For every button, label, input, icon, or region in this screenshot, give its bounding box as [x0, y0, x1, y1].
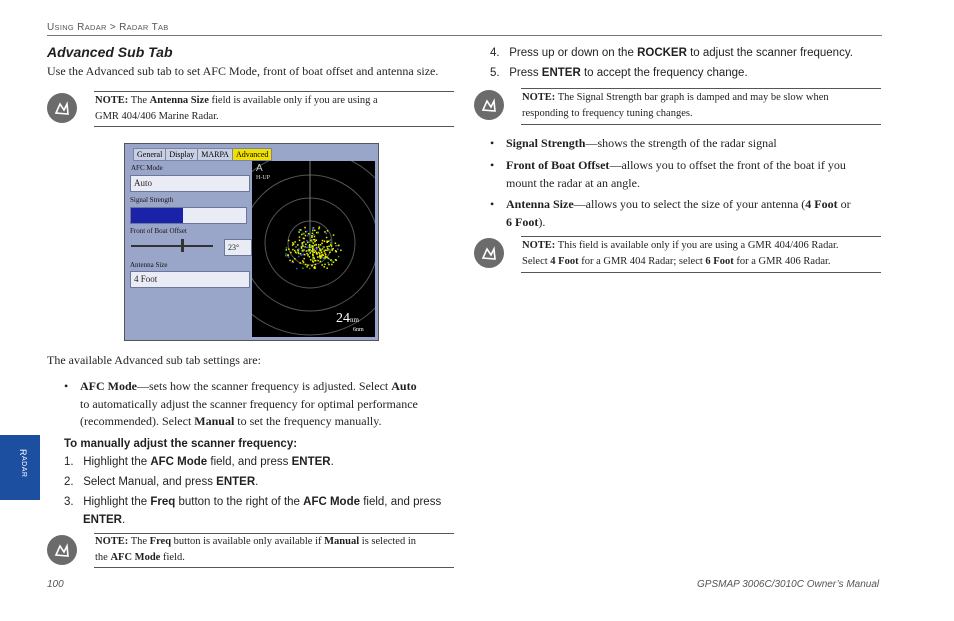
radar-return	[302, 245, 304, 247]
radar-return	[298, 231, 300, 233]
bullet-marker: •	[490, 158, 495, 172]
radar-return	[303, 262, 305, 264]
radar-ring-range: 6nm	[353, 327, 364, 333]
radar-return	[305, 264, 307, 266]
radar-return	[302, 242, 304, 244]
radar-return	[312, 251, 314, 253]
radar-return	[331, 264, 333, 266]
note-top-rule	[521, 236, 881, 237]
radar-return	[302, 260, 304, 262]
tab-marpa: MARPA	[197, 148, 233, 161]
radar-return	[299, 262, 301, 264]
radar-return	[303, 249, 305, 251]
device-screenshot	[124, 143, 379, 341]
radar-return	[286, 249, 288, 251]
radar-return	[326, 256, 328, 258]
radar-return	[300, 229, 302, 231]
radar-return	[315, 250, 317, 252]
radar-return	[295, 246, 297, 248]
radar-return	[290, 252, 292, 254]
radar-return	[313, 257, 315, 259]
radar-return	[316, 248, 318, 250]
radar-return	[314, 248, 316, 250]
radar-return	[314, 230, 316, 232]
radar-return	[319, 252, 321, 254]
radar-return	[328, 240, 330, 242]
radar-display	[252, 161, 375, 337]
section-heading: Advanced Sub Tab	[47, 44, 173, 60]
radar-return	[286, 247, 288, 249]
radar-return	[317, 232, 319, 234]
radar-return	[320, 244, 322, 246]
radar-return	[297, 244, 299, 246]
radar-return	[285, 255, 287, 257]
radar-return	[318, 244, 320, 246]
radar-return	[312, 245, 314, 247]
radar-return	[311, 247, 313, 249]
radar-return	[303, 241, 305, 243]
afc-mode-field: Auto	[130, 175, 250, 192]
radar-return	[324, 231, 326, 233]
radar-return	[288, 256, 290, 258]
radar-return	[326, 267, 328, 269]
radar-return	[317, 260, 319, 262]
radar-return	[304, 227, 306, 229]
radar-return	[330, 239, 332, 241]
radar-return	[299, 236, 301, 238]
radar-return	[309, 234, 311, 236]
radar-return	[322, 240, 324, 242]
antenna-size-field: 4 Foot	[130, 271, 250, 288]
radar-return	[309, 249, 311, 251]
radar-return	[327, 262, 329, 264]
radar-return	[316, 252, 318, 254]
radar-return	[309, 268, 311, 270]
radar-return	[294, 258, 296, 260]
radar-return	[321, 252, 323, 254]
radar-return	[303, 238, 305, 240]
radar-return	[310, 259, 312, 261]
note-signal-strength: NOTE: The Signal Strength bar graph is damped and may be slow when responding to frequency tuning changes.	[522, 92, 829, 119]
radar-return	[292, 244, 294, 246]
offset-slider-handle	[181, 239, 184, 252]
radar-return	[313, 242, 315, 244]
radar-return	[312, 248, 314, 250]
radar-return	[312, 258, 314, 260]
chapter-side-tab-label: RADAR	[18, 449, 28, 478]
radar-return	[330, 242, 332, 244]
radar-return	[285, 253, 287, 255]
radar-return	[312, 254, 314, 256]
radar-return	[319, 248, 321, 250]
signal-strength-bar	[130, 207, 247, 224]
radar-return	[328, 248, 330, 250]
sub-tab-bar	[133, 148, 271, 161]
radar-return	[299, 240, 301, 242]
radar-return	[311, 237, 313, 239]
radar-range: 24nm	[336, 311, 359, 326]
afc-mode-bullet: AFC Mode—sets how the scanner frequency is adjusted. Select Auto to automatically adjust the scanner frequency for optimal performance (recommended). Select Manual to set the frequency manually.	[80, 379, 418, 428]
radar-return	[316, 247, 318, 249]
radar-return	[313, 267, 315, 269]
radar-return	[298, 253, 300, 255]
radar-return	[320, 261, 322, 263]
radar-return	[330, 244, 332, 246]
radar-return	[313, 234, 315, 236]
radar-return	[296, 268, 298, 270]
radar-return	[319, 256, 321, 258]
radar-return	[294, 250, 296, 252]
front-of-boat-offset-label: Front of Boat Offset	[130, 227, 187, 235]
radar-return	[323, 254, 325, 256]
radar-return	[306, 240, 308, 242]
radar-return	[292, 262, 294, 264]
radar-return	[309, 247, 311, 249]
radar-return	[326, 246, 328, 248]
radar-return	[299, 229, 301, 231]
radar-return	[336, 251, 338, 253]
radar-return	[289, 260, 291, 262]
radar-orientation: H-UP	[256, 175, 271, 181]
radar-return	[332, 248, 334, 250]
procedure-steps	[64, 453, 459, 529]
note-icon	[474, 238, 504, 268]
radar-return	[323, 266, 325, 268]
radar-return	[304, 254, 306, 256]
radar-return	[322, 246, 324, 248]
radar-return	[312, 260, 314, 262]
radar-return	[314, 236, 316, 238]
radar-return	[297, 251, 299, 253]
radar-return	[312, 227, 314, 229]
note-bottom-rule	[521, 124, 881, 125]
radar-return	[305, 235, 307, 237]
radar-return	[317, 256, 319, 258]
radar-return	[306, 250, 308, 252]
bullet-signal-strength: Signal Strength—shows the strength of the radar signal	[506, 136, 777, 150]
radar-return	[327, 241, 329, 243]
radar-return	[311, 265, 313, 267]
radar-return	[333, 261, 335, 263]
radar-return	[337, 248, 339, 250]
radar-return	[326, 250, 328, 252]
step-2: 2. Select Manual, and press ENTER.	[64, 476, 259, 488]
tab-general: General	[133, 148, 166, 161]
radar-return	[309, 252, 311, 254]
antenna-size-label: Antenna Size	[130, 261, 168, 269]
radar-return	[325, 249, 327, 251]
radar-return	[300, 253, 302, 255]
radar-return	[324, 264, 326, 266]
page-number: 100	[47, 579, 64, 590]
radar-return	[301, 255, 303, 256]
note-bottom-rule	[521, 272, 881, 273]
radar-return	[307, 235, 309, 237]
radar-return	[292, 242, 294, 244]
radar-return	[331, 260, 333, 262]
radar-return	[288, 240, 290, 242]
radar-return	[336, 260, 338, 262]
note-bottom-rule	[94, 126, 454, 127]
radar-return	[307, 242, 309, 244]
radar-return	[314, 245, 316, 247]
radar-return	[292, 249, 294, 251]
step-4: 4. Press up or down on the ROCKER to adjust the scanner frequency.	[490, 47, 853, 59]
radar-return	[312, 229, 314, 231]
radar-return	[329, 252, 331, 254]
bullet-front-of-boat: Front of Boat Offset—allows you to offset the front of the boat if you mount the radar at an angle.	[506, 158, 846, 190]
radar-return	[328, 246, 330, 248]
radar-return	[307, 254, 309, 256]
radar-return	[331, 249, 333, 251]
radar-return	[318, 228, 320, 230]
radar-return	[302, 267, 304, 269]
radar-return	[319, 226, 321, 228]
radar-return	[305, 244, 307, 246]
radar-return	[310, 240, 312, 242]
radar-return	[309, 256, 311, 258]
offset-value: 23°	[224, 239, 252, 256]
radar-return	[338, 256, 340, 258]
radar-return	[287, 254, 289, 256]
radar-return	[320, 250, 322, 252]
radar-return	[328, 264, 330, 266]
note-icon	[47, 93, 77, 123]
radar-return	[335, 242, 337, 244]
radar-return	[302, 250, 304, 252]
radar-return	[315, 244, 317, 246]
intro-text: Use the Advanced sub tab to set AFC Mode, front of boat offset and antenna size.	[47, 64, 439, 78]
radar-return	[321, 243, 323, 245]
breadcrumb: USING RADAR > RADAR TAB	[47, 22, 169, 33]
radar-return	[314, 252, 316, 254]
note-icon	[474, 90, 504, 120]
radar-return	[326, 237, 328, 239]
afc-mode-label: AFC Mode	[131, 164, 163, 172]
right-steps	[490, 44, 853, 82]
step-5: 5. Press ENTER to accept the frequency change.	[490, 67, 748, 79]
radar-return	[301, 234, 303, 236]
radar-return	[306, 231, 308, 233]
bullet-marker: •	[490, 197, 495, 211]
radar-return	[321, 264, 323, 266]
manual-title: GPSMAP 3006C/3010C Owner’s Manual	[697, 579, 880, 590]
radar-return	[338, 245, 340, 247]
radar-return	[303, 233, 305, 235]
note-top-rule	[94, 91, 454, 92]
tab-display: Display	[165, 148, 198, 161]
radar-return	[312, 233, 314, 235]
radar-return	[314, 241, 316, 243]
radar-return	[314, 260, 316, 262]
note-bottom-rule	[94, 567, 454, 568]
bullet-antenna-size: Antenna Size—allows you to select the size of your antenna (4 Foot or 6 Foot).	[506, 197, 851, 229]
radar-return	[320, 255, 322, 257]
radar-return	[310, 245, 312, 247]
radar-return	[333, 234, 335, 236]
radar-return	[298, 248, 300, 250]
procedure-heading: To manually adjust the scanner frequency:	[64, 438, 298, 450]
radar-return	[292, 260, 294, 262]
signal-strength-label: Signal Strength	[130, 196, 174, 204]
step-1: 1. Highlight the AFC Mode field, and press ENTER.	[64, 456, 334, 468]
radar-return	[325, 254, 327, 256]
radar-mode-letter: A	[256, 163, 263, 174]
radar-return	[324, 240, 326, 242]
header-rule	[47, 35, 882, 36]
radar-return	[298, 256, 300, 257]
bullet-marker: •	[64, 379, 69, 393]
note-freq: NOTE: The Freq button is available only available if Manual is selected in the AFC Mode field.	[95, 536, 417, 563]
radar-return	[301, 247, 303, 249]
radar-return	[295, 252, 297, 254]
note-icon	[47, 535, 77, 565]
radar-return	[302, 254, 304, 256]
signal-strength-fill	[131, 208, 183, 223]
radar-return	[305, 247, 307, 249]
radar-return	[340, 250, 342, 252]
radar-return	[313, 258, 315, 260]
radar-return	[322, 257, 324, 259]
radar-return	[327, 230, 329, 232]
radar-return	[307, 264, 309, 266]
tab-advanced: Advanced	[232, 148, 272, 161]
radar-return	[303, 258, 305, 260]
radar-return	[320, 257, 322, 259]
bullet-marker: •	[490, 136, 495, 150]
step-3-cont: ENTER.	[83, 514, 126, 526]
note-antenna-select: NOTE: This field is available only if you are using a GMR 404/406 Radar. Select 4 Foot for a GMR 404 Radar; select 6 Foot for a GMR 406 Radar.	[522, 240, 839, 267]
available-settings-text: The available Advanced sub tab settings are:	[47, 353, 261, 367]
radar-return	[315, 264, 317, 266]
note-antenna: NOTE: The Antenna Size field is available only if you are using a GMR 404/406 Marine Radar.	[95, 95, 378, 122]
radar-return	[324, 252, 326, 254]
radar-return	[307, 247, 309, 249]
radar-return	[306, 266, 308, 268]
radar-return	[294, 241, 296, 243]
radar-return	[288, 248, 290, 250]
step-3: 3. Highlight the Freq button to the right of the AFC Mode field, and press	[64, 496, 442, 508]
offset-slider-track	[131, 245, 213, 247]
radar-return	[326, 233, 328, 235]
note-top-rule	[521, 88, 881, 89]
radar-return	[335, 245, 337, 247]
radar-return	[318, 246, 320, 248]
radar-return	[318, 252, 320, 254]
radar-return	[311, 235, 313, 237]
radar-return	[313, 239, 315, 241]
radar-return	[324, 257, 326, 259]
radar-return	[328, 258, 330, 260]
